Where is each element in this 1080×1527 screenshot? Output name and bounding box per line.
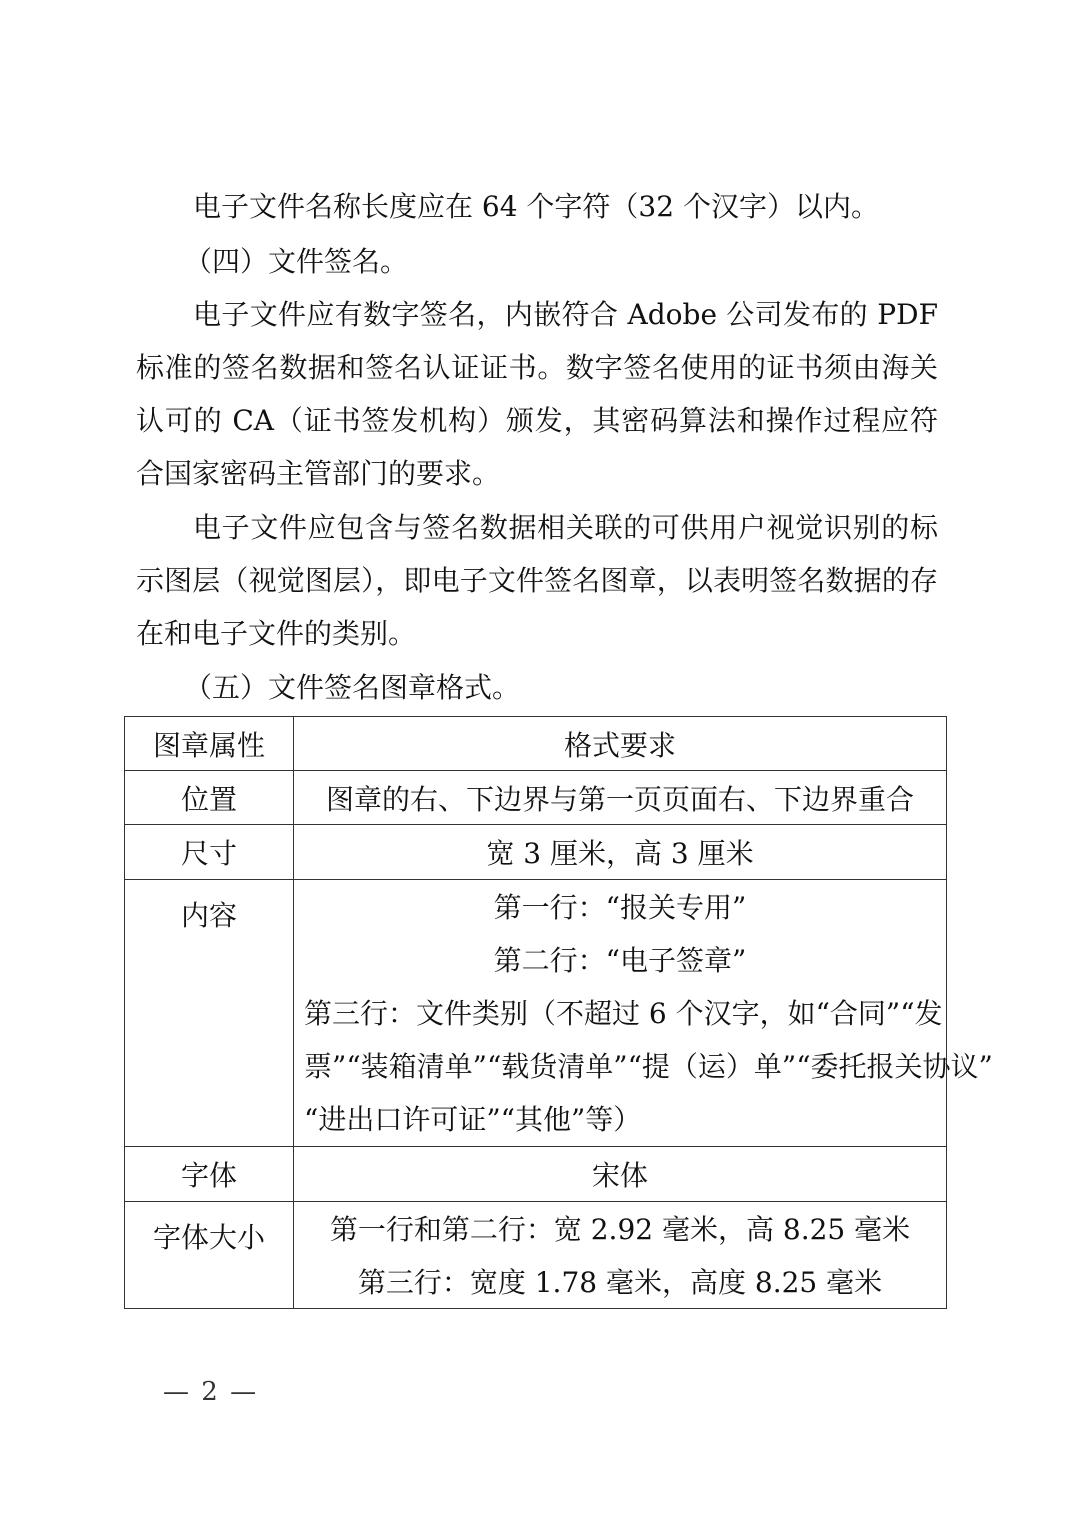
paragraph-line: 电子文件应包含与签名数据相关联的可供用户视觉识别的标 (193, 511, 938, 544)
seal-format-table (124, 716, 993, 1309)
font-size-line: 第三行：宽度 1.78 毫米，高度 8.25 毫米 (357, 1266, 883, 1299)
header-cell-requirement: 格式要求 (294, 717, 947, 771)
content-line: 第一行：“报关专用” (493, 891, 747, 924)
attr-cell: 尺寸 (125, 825, 294, 880)
requirement-cell (294, 1202, 947, 1309)
attr-cell: 位置 (125, 771, 294, 825)
table-row-content (125, 880, 947, 1147)
paragraph-line: 标准的签名数据和签名认证证书。数字签名使用的证书须由海关 (136, 351, 938, 384)
attr-cell: 内容 (125, 880, 294, 1147)
table-header-row (125, 717, 947, 771)
attr-cell: 字体 (125, 1147, 294, 1202)
requirement-cell: 宽 3 厘米，高 3 厘米 (294, 825, 947, 880)
content-line: “进出口许可证”“其他”等） (304, 1103, 642, 1136)
attr-cell: 字体大小 (125, 1202, 294, 1309)
requirement-cell (294, 880, 993, 1147)
font-size-line: 第一行和第二行：宽 2.92 毫米，高 8.25 毫米 (329, 1213, 911, 1246)
section-heading-5: （五）文件签名图章格式。 (184, 671, 521, 704)
header-cell-attribute: 图章属性 (125, 717, 294, 771)
paragraph-line: 合国家密码主管部门的要求。 (136, 457, 501, 490)
content-line: 第二行：“电子签章” (493, 944, 747, 977)
table-row-font (125, 1147, 947, 1202)
content-line: 第三行：文件类别（不超过 6 个汉字，如“合同”“发 (304, 997, 943, 1030)
paragraph-line: 电子文件名称长度应在 64 个字符（32 个汉字）以内。 (193, 190, 879, 223)
table-row-position (125, 771, 947, 825)
page-number: — 2 — (163, 1377, 259, 1407)
table-row-font-size (125, 1202, 947, 1309)
table-row-size (125, 825, 947, 880)
paragraph-line: 在和电子文件的类别。 (136, 617, 417, 650)
requirement-cell: 图章的右、下边界与第一页页面右、下边界重合 (294, 771, 947, 825)
section-heading-4: （四）文件签名。 (184, 245, 409, 278)
paragraph-line: 电子文件应有数字签名，内嵌符合 Adobe 公司发布的 PDF (193, 298, 938, 331)
content-line: 票”“装箱清单”“载货清单”“提（运）单”“委托报关协议” (304, 1050, 993, 1083)
paragraph-line: 认可的 CA（证书签发机构）颁发，其密码算法和操作过程应符 (136, 404, 938, 437)
requirement-cell: 宋体 (294, 1147, 947, 1202)
paragraph-line: 示图层（视觉图层），即电子文件签名图章，以表明签名数据的存 (136, 564, 938, 597)
